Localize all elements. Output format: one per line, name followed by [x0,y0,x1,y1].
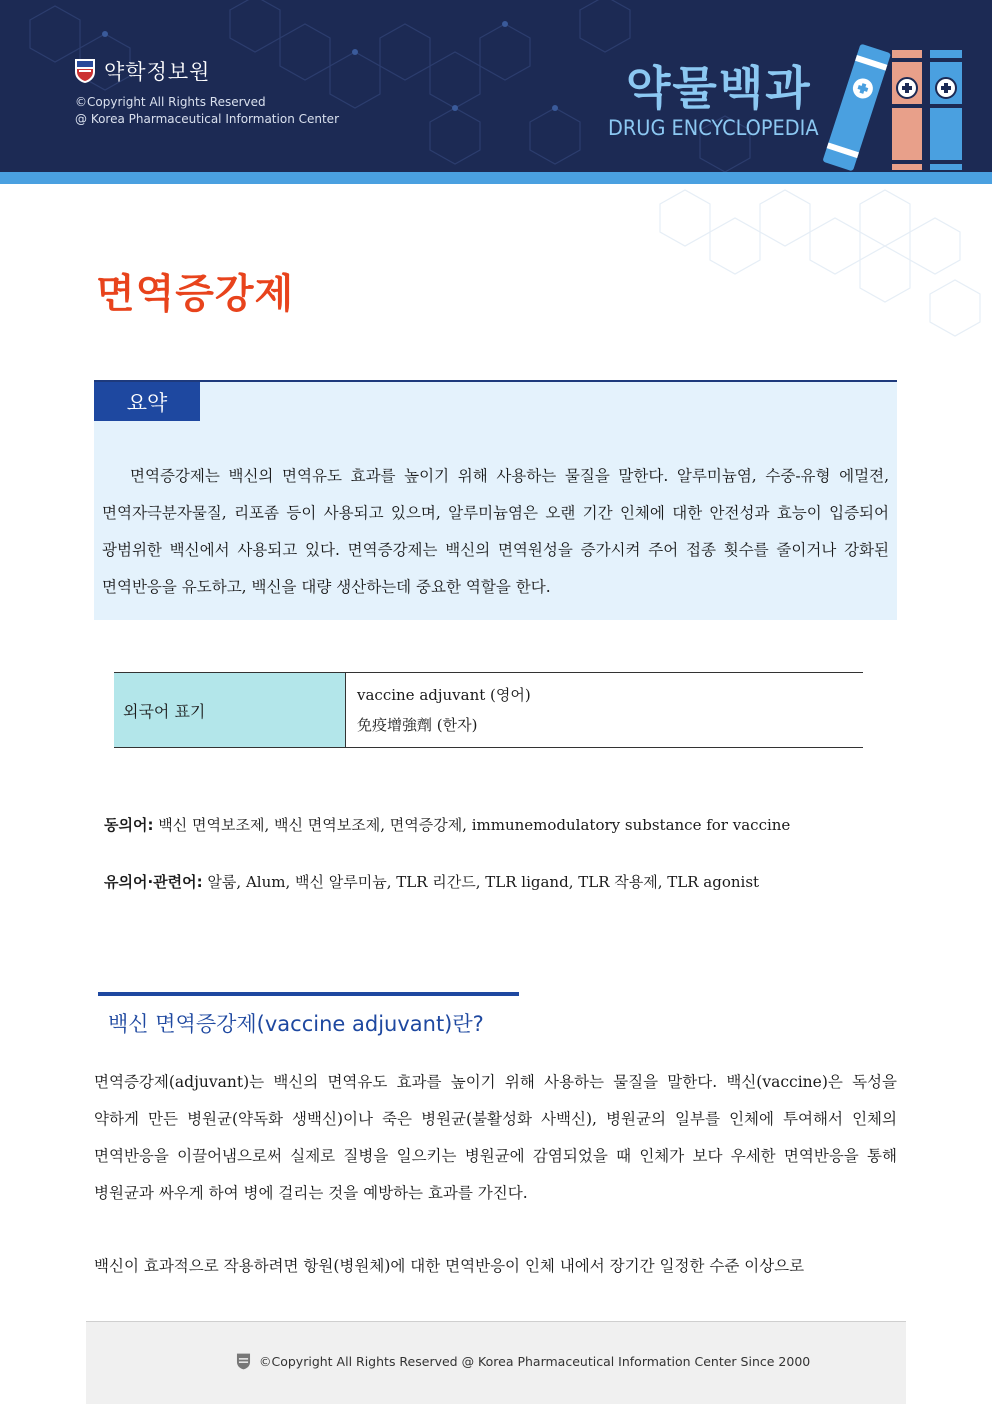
related-terms-line [104,871,759,892]
section-paragraph-2: 백신이 효과적으로 작용하려면 항원(병원체)에 대한 면역반응이 인체 내에서 장기간 일정한 수준 이상으로 [94,1257,805,1275]
synonyms-line [104,814,790,835]
org-name: 약학정보원 [104,60,211,84]
medicine-books-icon [818,40,968,172]
foreign-terms-label: 외국어 표기 [114,673,346,747]
page-title: 면역증강제 [96,271,295,317]
section-divider [98,992,519,996]
related-terms-label: 유의어·관련어: [104,873,203,891]
foreign-term-english: vaccine adjuvant (영어) [357,686,531,704]
kpic-logo-icon [74,58,96,84]
header-stripe [0,172,992,184]
related-terms-text: 알룸, Alum, 백신 알루미늄, TLR 리간드, TLR ligand, TLR 작용제, TLR agonist [207,873,760,891]
footer-copyright: ©Copyright All Rights Reserved @ Korea Pharmaceutical Information Center Since 2000 [259,1354,811,1369]
summary-label: 요약 [94,382,200,421]
summary-box [94,380,897,620]
header-banner [0,0,992,172]
synonyms-label: 동의어: [104,816,154,834]
page-footer [86,1321,906,1404]
synonyms-text: 백신 면역보조제, 백신 면역보조제, 면역증강제, immunemodulatory substance for vaccine [158,816,791,834]
header-copyright-1: ©Copyright All Rights Reserved [75,95,266,109]
section-title: 백신 면역증강제(vaccine adjuvant)란? [108,1012,484,1036]
page-hexagon-pattern [600,184,992,374]
footer-logo-icon [236,1353,251,1370]
brand-english: DRUG ENCYCLOPEDIA [608,116,819,140]
brand-korean: 약물백과 [626,61,812,115]
header-copyright-2: @ Korea Pharmaceutical Information Center [75,112,339,126]
section-paragraph-1: 면역증강제(adjuvant)는 백신의 면역유도 효과를 높이기 위해 사용하는 물질을 말한다. 백신(vaccine)은 독성을 약하게 만든 병원균(약독화 생백신)이나 죽은 병원균(불활성화 사백신), 병원균의 일부를 인체에 투여해서 인체의 면역반응을 이끌어냄으로써 실제로 질병을 일으키는 병원균에 감염되었을 때 인체가 보다 우세한 면역반응을 통해 병원균과 싸우게 하여 병에 걸리는 것을 예방하는 효과를 가진다. [94,1073,897,1202]
summary-text: 면역증강제는 백신의 면역유도 효과를 높이기 위해 사용하는 물질을 말한다. 알루미늄염, 수중-유형 에멀젼, 면역자극분자물질, 리포좀 등이 사용되고 있으며, 알루미늄염은 오랜 기간 인체에 대한 안전성과 효능이 입증되어 광범위한 백신에서 사용되고 있다. 면역증강제는 백신의 면역원성을 증가시켜 주어 접종 횟수를 줄이거나 강화된 면역반응을 유도하고, 백신을 대량 생산하는데 중요한 역할을 한다. [102,467,889,596]
foreign-term-hanja: 免疫增強劑 (한자) [357,716,478,734]
foreign-terms-table [114,672,863,748]
